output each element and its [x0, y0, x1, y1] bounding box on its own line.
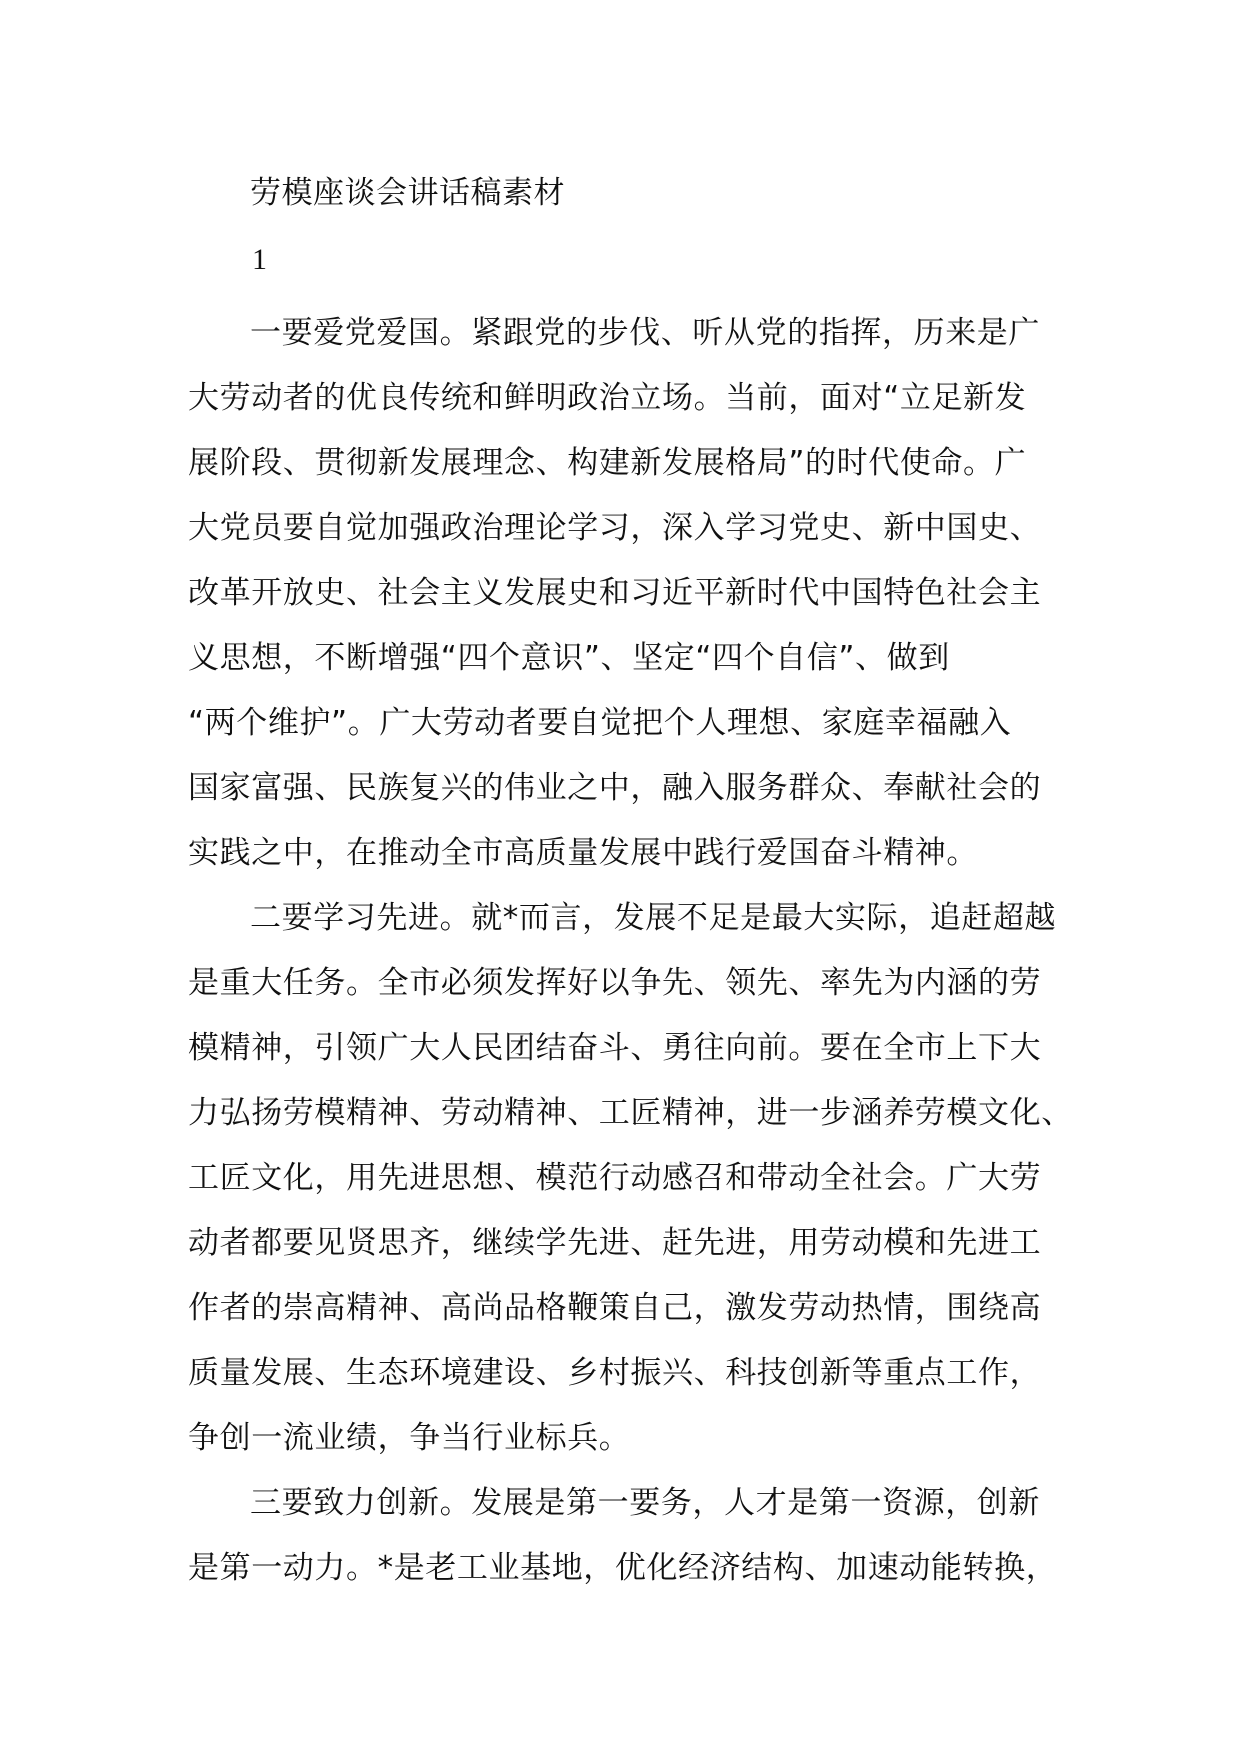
text-line: 大劳动者的优良传统和鲜明政治立场。当前，面对“立足新发	[188, 380, 1027, 416]
text-line: 三要致力创新。发展是第一要务，人才是第一资源，创新	[250, 1485, 1040, 1521]
text-line: 是第一动力。*是老工业基地，优化经济结构、加速动能转换，	[188, 1550, 1058, 1586]
text-line: 实践之中，在推动全市高质量发展中践行爱国奋斗精神。	[188, 835, 978, 871]
text-line: 一要爱党爱国。紧跟党的步伐、听从党的指挥，历来是广	[250, 315, 1040, 351]
text-line: 质量发展、生态环境建设、乡村振兴、科技创新等重点工作，	[188, 1355, 1042, 1391]
text-line: 是重大任务。全市必须发挥好以争先、领先、率先为内涵的劳	[188, 965, 1042, 1001]
text-line: 力弘扬劳模精神、劳动精神、工匠精神，进一步涵养劳模文化、	[188, 1095, 1073, 1131]
text-line: 国家富强、民族复兴的伟业之中，融入服务群众、奉献社会的	[188, 770, 1042, 806]
text-line: “两个维护”。广大劳动者要自觉把个人理想、家庭幸福融入	[188, 705, 1012, 741]
text-line: 大党员要自觉加强政治理论学习，深入学习党史、新中国史、	[188, 510, 1042, 546]
text-line: 义思想，不断增强“四个意识”、坚定“四个自信”、做到	[188, 640, 950, 676]
document-title: 劳模座谈会讲话稿素材	[250, 175, 565, 211]
text-line: 二要学习先进。就*而言，发展不足是最大实际，追赶超越	[250, 900, 1057, 936]
text-line: 模精神，引领广大人民团结奋斗、勇往向前。要在全市上下大	[188, 1030, 1042, 1066]
document-body	[188, 301, 1073, 1601]
text-line: 工匠文化，用先进思想、模范行动感召和带动全社会。广大劳	[188, 1160, 1042, 1196]
text-line: 动者都要见贤思齐，继续学先进、赶先进，用劳动模和先进工	[188, 1225, 1042, 1261]
text-line: 展阶段、贯彻新发展理念、构建新发展格局”的时代使命。广	[188, 445, 1027, 481]
text-line: 争创一流业绩，争当行业标兵。	[188, 1420, 631, 1456]
text-line: 改革开放史、社会主义发展史和习近平新时代中国特色社会主	[188, 575, 1042, 611]
section-number: 1	[252, 243, 267, 276]
text-line: 作者的崇高精神、高尚品格鞭策自己，激发劳动热情，围绕高	[188, 1290, 1042, 1326]
